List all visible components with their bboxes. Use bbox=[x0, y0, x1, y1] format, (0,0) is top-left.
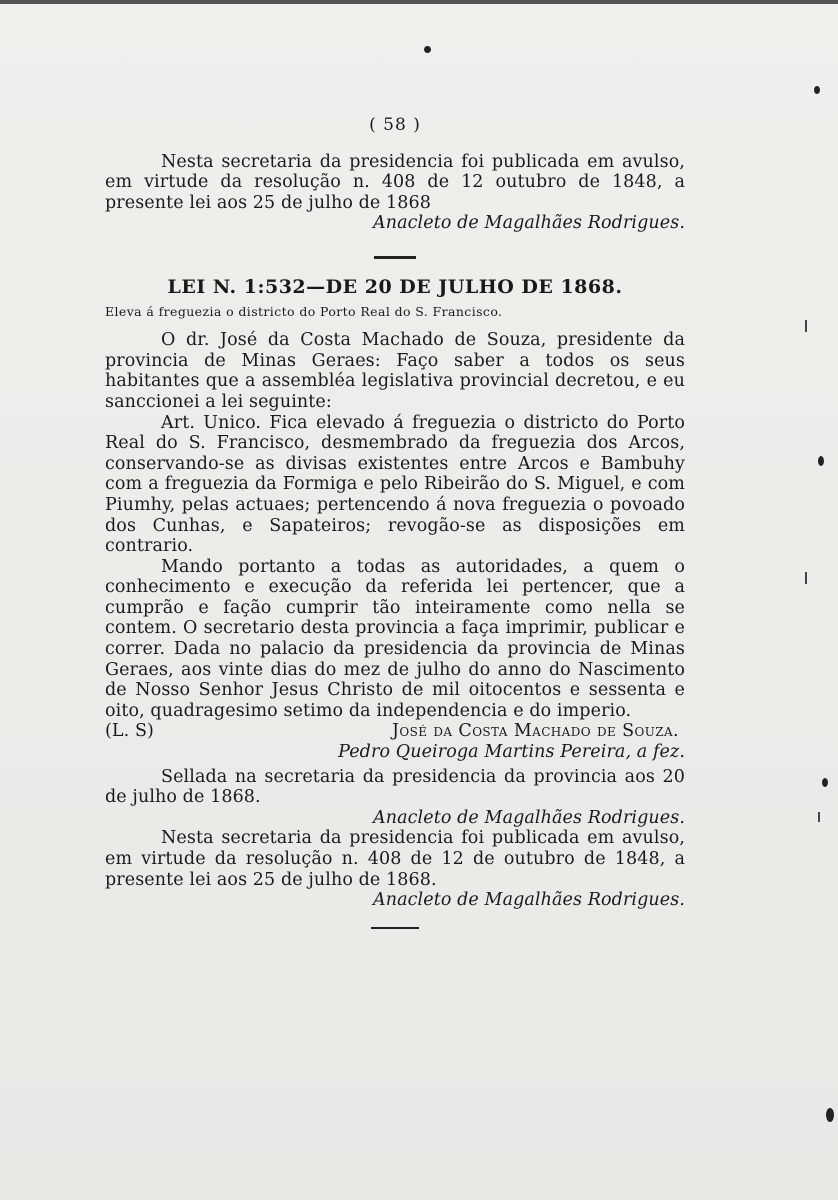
law-mandate: Mando portanto a todas as autoridades, a quem o conhecimento e execução da referida lei pertencer, que a cumprão e fação cumprir tão inteiramente como nella se contem. O secretario desta provincia a faça imprimir, publicar e correr. Dada no palacio da presidencia da provincia de Minas Geraes, aos vinte dias do mez de julho do anno do Nascimento de Nosso Senhor Jesus Christo de mil oitocentos e sessenta e oito, quadragesimo setimo da independencia e do imperio. bbox=[105, 556, 685, 721]
end-divider bbox=[371, 927, 419, 929]
law-article: Art. Unico. Fica elevado á freguezia o districto do Porto Real do S. Francisco, desmembrado da freguezia dos Arcos, conservando-se as divisas existentes entre Arcos e Bambuhy com a freguezia da Formiga e pelo Ribeirão do S. Miguel, e com Piumhy, pelas actuaes; pertencendo á nova freguezia o povoado dos Cunhas, e Sapateiros; revogão-se as disposições em contrario. bbox=[105, 412, 685, 557]
intro-paragraph: Nesta secretaria da presidencia foi publicada em avulso, em virtude da resolução n. 408 de 12 outubro de 1848, a presente lei aos 25 de julho de 1868 bbox=[105, 151, 685, 213]
margin-mark bbox=[805, 572, 807, 584]
ink-speck bbox=[826, 1108, 834, 1122]
sealing-paragraph: Sellada na secretaria da presidencia da provincia aos 20 de julho de 1868. bbox=[105, 766, 685, 808]
president-signature: José da Costa Machado de Souza. bbox=[391, 721, 679, 742]
document-body bbox=[105, 115, 685, 929]
ink-speck bbox=[424, 46, 431, 53]
drafter-signature: Pedro Queiroga Martins Pereira, a fez. bbox=[338, 742, 685, 763]
ink-speck bbox=[814, 86, 820, 94]
page-number: ( 58 ) bbox=[369, 115, 421, 135]
law-preamble: O dr. José da Costa Machado de Souza, presidente da provincia de Minas Geraes: Faço saber a todos os seus habitantes que a assembléa legislativa provincial decretou, e eu sanccionei a lei seguinte: bbox=[105, 330, 685, 412]
margin-mark bbox=[818, 812, 820, 822]
publication-signature: Anacleto de Magalhães Rodrigues. bbox=[373, 890, 685, 911]
law-summary: Eleva á freguezia o districto do Porto Real do S. Francisco. bbox=[105, 303, 503, 319]
ink-speck bbox=[822, 778, 828, 787]
publication-paragraph: Nesta secretaria da presidencia foi publicada em avulso, em virtude da resolução n. 408 de 12 de outubro de 1848, a presente lei aos 25 de julho de 1868. bbox=[105, 828, 685, 890]
section-divider bbox=[374, 256, 416, 259]
seal-signature-row bbox=[105, 721, 685, 742]
seal-mark: (L. S) bbox=[105, 721, 154, 742]
sealing-signature: Anacleto de Magalhães Rodrigues. bbox=[373, 807, 685, 828]
ink-speck bbox=[818, 456, 824, 466]
margin-mark bbox=[805, 320, 807, 332]
intro-signature: Anacleto de Magalhães Rodrigues. bbox=[373, 213, 685, 234]
page-top-edge bbox=[0, 0, 838, 4]
law-title: LEI N. 1:532—DE 20 DE JULHO DE 1868. bbox=[167, 275, 623, 298]
